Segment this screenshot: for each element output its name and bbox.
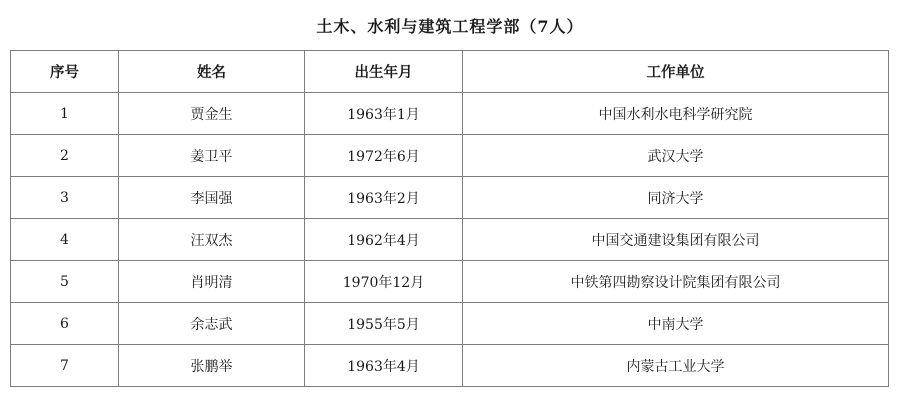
cell-birth: 1970年12月 bbox=[305, 261, 463, 303]
cell-name: 肖明清 bbox=[119, 261, 305, 303]
cell-name: 贾金生 bbox=[119, 93, 305, 135]
cell-birth: 1972年6月 bbox=[305, 135, 463, 177]
cell-no: 4 bbox=[11, 219, 119, 261]
cell-name: 汪双杰 bbox=[119, 219, 305, 261]
cell-birth: 1963年4月 bbox=[305, 345, 463, 387]
cell-no: 1 bbox=[11, 93, 119, 135]
members-table bbox=[10, 50, 889, 387]
cell-birth: 1963年1月 bbox=[305, 93, 463, 135]
table-row bbox=[11, 261, 889, 303]
cell-workplace: 中南大学 bbox=[463, 303, 889, 345]
table-row bbox=[11, 219, 889, 261]
cell-name: 李国强 bbox=[119, 177, 305, 219]
cell-no: 2 bbox=[11, 135, 119, 177]
table-row bbox=[11, 303, 889, 345]
cell-no: 7 bbox=[11, 345, 119, 387]
cell-name: 姜卫平 bbox=[119, 135, 305, 177]
table-body bbox=[11, 93, 889, 387]
cell-name: 张鹏举 bbox=[119, 345, 305, 387]
table-row bbox=[11, 135, 889, 177]
cell-no: 5 bbox=[11, 261, 119, 303]
cell-workplace: 武汉大学 bbox=[463, 135, 889, 177]
table-row bbox=[11, 93, 889, 135]
page-title: 土木、水利与建筑工程学部（7人） bbox=[316, 17, 584, 36]
column-header-workplace: 工作单位 bbox=[463, 51, 889, 93]
cell-workplace: 中国交通建设集团有限公司 bbox=[463, 219, 889, 261]
cell-birth: 1962年4月 bbox=[305, 219, 463, 261]
column-header-birth: 出生年月 bbox=[305, 51, 463, 93]
cell-birth: 1955年5月 bbox=[305, 303, 463, 345]
table-row bbox=[11, 177, 889, 219]
cell-workplace: 同济大学 bbox=[463, 177, 889, 219]
column-header-no: 序号 bbox=[11, 51, 119, 93]
cell-workplace: 中国水利水电科学研究院 bbox=[463, 93, 889, 135]
cell-workplace: 中铁第四勘察设计院集团有限公司 bbox=[463, 261, 889, 303]
cell-birth: 1963年2月 bbox=[305, 177, 463, 219]
table-row bbox=[11, 345, 889, 387]
cell-no: 3 bbox=[11, 177, 119, 219]
column-header-name: 姓名 bbox=[119, 51, 305, 93]
cell-workplace: 内蒙古工业大学 bbox=[463, 345, 889, 387]
cell-no: 6 bbox=[11, 303, 119, 345]
table-header-row bbox=[11, 51, 889, 93]
cell-name: 余志武 bbox=[119, 303, 305, 345]
